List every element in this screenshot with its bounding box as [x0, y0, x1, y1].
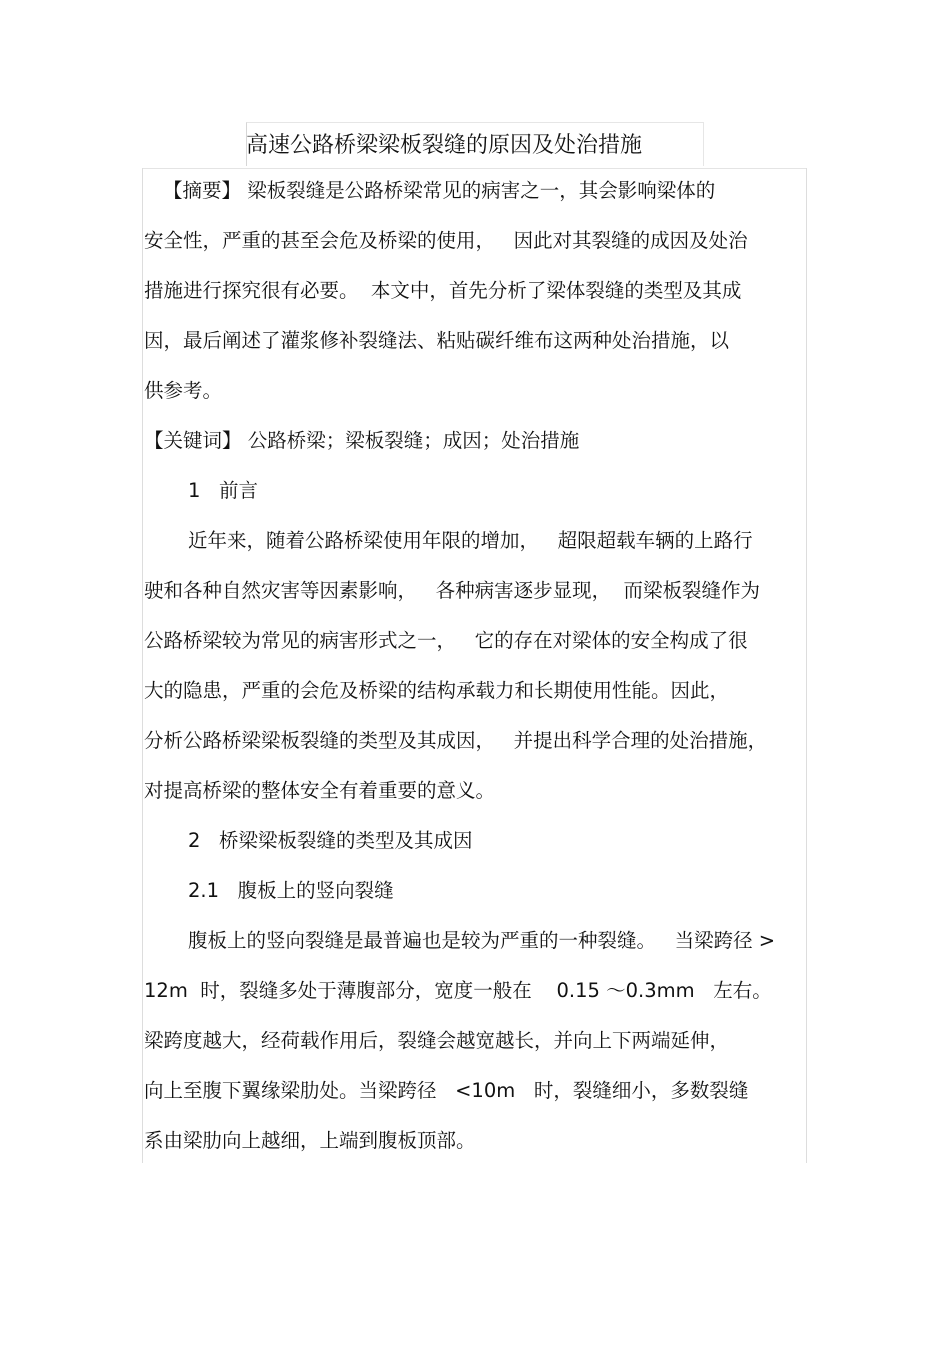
document-title: 高速公路桥梁梁板裂缝的原因及处治措施 [246, 133, 643, 158]
body-line-3: 梁跨度越大，经荷载作用后，裂缝会越宽越长，并向上下两端延伸， [144, 1029, 730, 1052]
intro-line-2: 驶和各种自然灾害等因素影响， 各种病害逐步显现， 而梁板裂缝作为 [144, 579, 760, 602]
section-2-heading: 2 桥梁梁板裂缝的类型及其成因 [188, 829, 473, 852]
section-2-1-heading: 2.1 腹板上的竖向裂缝 [188, 879, 394, 902]
abstract-line-2: 安全性，严重的甚至会危及桥梁的使用， 因此对其裂缝的成因及处治 [144, 229, 748, 252]
abstract-line-5: 供参考。 [144, 379, 223, 402]
intro-line-4: 大的隐患，严重的会危及桥梁的结构承载力和长期使用性能。因此， [144, 679, 730, 702]
abstract-line-3: 措施进行探究很有必要。 本文中，首先分析了梁体裂缝的类型及其成 [144, 279, 742, 302]
abstract-line-4: 因，最后阐述了灌浆修补裂缝法、粘贴碳纤维布这两种处治措施，以 [144, 329, 730, 352]
section-1-heading: 1 前言 [188, 479, 259, 502]
frame-right-rule [806, 168, 807, 1163]
body-line-4: 向上至腹下翼缘梁肋处。当梁跨径 <10m 时，裂缝细小，多数裂缝 [144, 1079, 749, 1102]
frame-left-rule [142, 168, 143, 1163]
body-line-1: 腹板上的竖向裂缝是最普遍也是较为严重的一种裂缝。 当梁跨径 > [188, 929, 776, 952]
intro-line-3: 公路桥梁较为常见的病害形式之一， 它的存在对梁体的安全构成了很 [144, 629, 748, 652]
keywords-line: 【关键词】 公路桥梁；梁板裂缝；成因；处治措施 [144, 429, 580, 452]
frame-top-rule [142, 168, 807, 169]
intro-line-6: 对提高桥梁的整体安全有着重要的意义。 [144, 779, 496, 802]
body-line-5: 系由梁肋向上越细，上端到腹板顶部。 [144, 1129, 476, 1152]
intro-line-5: 分析公路桥梁梁板裂缝的类型及其成因， 并提出科学合理的处治措施， [144, 729, 768, 752]
body-line-2: 12m 时，裂缝多处于薄腹部分，宽度一般在 0.15 ～0.3mm 左右。 [144, 979, 772, 1002]
abstract-line-1: 【摘要】 梁板裂缝是公路桥梁常见的病害之一，其会影响梁体的 [163, 179, 716, 202]
intro-line-1: 近年来，随着公路桥梁使用年限的增加， 超限超载车辆的上路行 [188, 529, 753, 552]
